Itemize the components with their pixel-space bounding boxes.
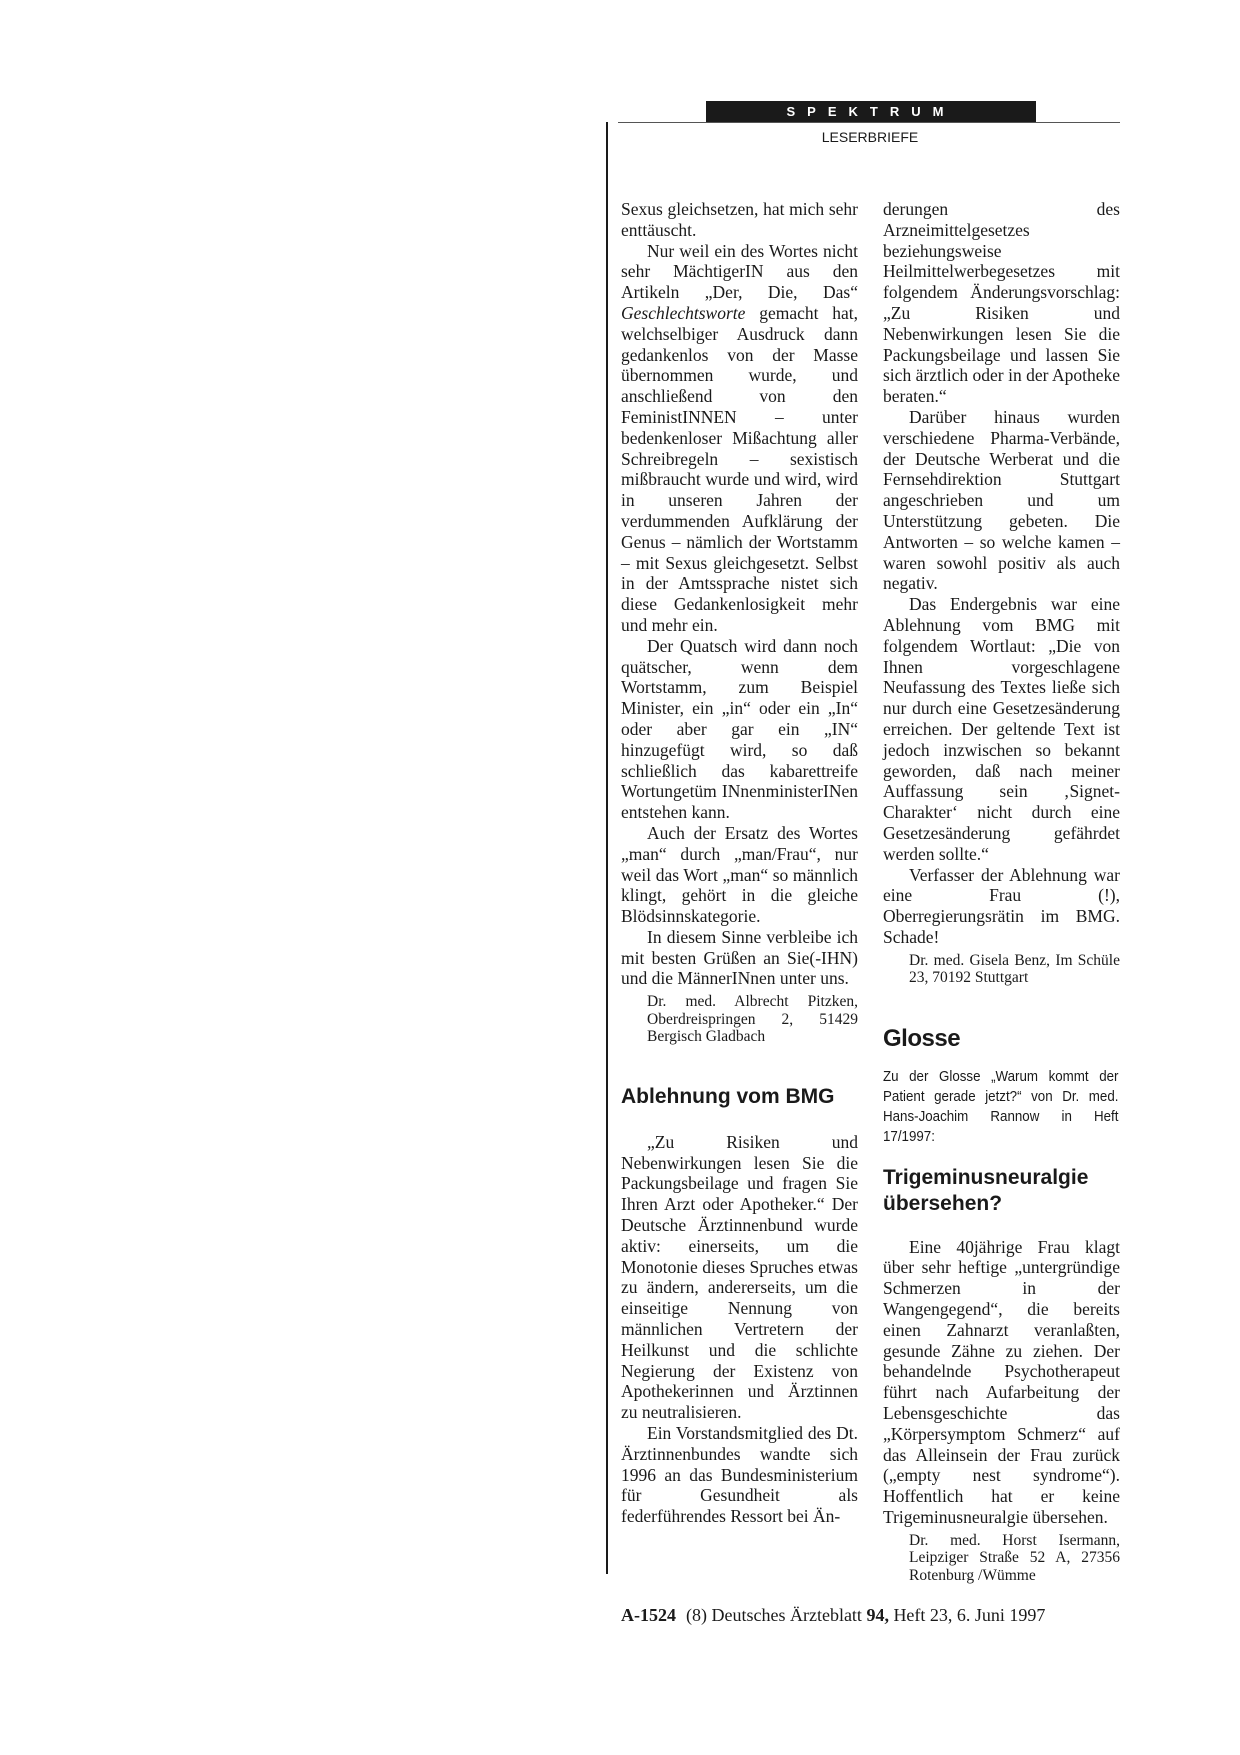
author-signature: Dr. med. Gisela Benz, Im Schüle 23, 70192 Stuttgart	[909, 951, 1120, 987]
subsection-label: LESERBRIEFE	[821, 129, 919, 145]
section-banner: SPEKTRUM	[706, 101, 1036, 122]
emphasis: Geschlechtsworte	[621, 302, 746, 323]
paragraph: Das Endergebnis war eine Ablehnung vom BMG mit folgendem Wortlaut: „Die von Ihnen vorgeschlagene Neufassung des Textes ließe sich nur durch eine Gesetzesänderung erreichen. Der geltende Text ist jedoch inzwischen so bekannt geworden, daß nach meiner Auffassung sein ‚Signet-Charakter‘ nicht durch eine Gesetzesänderung gefährdet werden sollte.“	[883, 594, 1120, 864]
paragraph: Darüber hinaus wurden verschiedene Pharma-Verbände, der Deutsche Werberat und die Fernsehdirektion Stuttgart angeschrieben und um Unterstützung gebeten. Die Antworten – so welche kamen – waren sowohl positiv als auch negativ.	[883, 406, 1120, 594]
volume-number: 94,	[866, 1605, 889, 1625]
footer-text: (8) Deutsches Ärzteblatt	[686, 1605, 867, 1625]
paragraph: Auch der Ersatz des Wortes „man“ durch „man/Frau“, nur weil das Wort „man“ so männlich klingt, gehört in die gleiche Blödsinnskategorie.	[621, 822, 858, 927]
paragraph: Der Quatsch wird dann noch quätscher, wenn dem Wortstamm, zum Beispiel Minister, ein „in“ oder ein „In“ oder aber gar ein „IN“ hinzugefügt wird, so daß schließlich das kabarettreife Wortungetüm INnenministerINen entstehen kann.	[621, 635, 858, 823]
rubric-heading: Glosse	[883, 1024, 961, 1052]
footer-text: Heft 23, 6. Juni 1997	[888, 1605, 1046, 1625]
letter-heading: Ablehnung vom BMG	[621, 1084, 835, 1108]
right-column	[883, 199, 1120, 1584]
paragraph: Eine 40jährige Frau klagt über sehr heftige „untergründige Schmerzen in der Wangengegend“, die bereits einen Zahnarzt veranlaßten, gesunde Zähne zu ziehen. Der behandelnde Psychotherapeut führt nach Aufarbeitung der Lebensgeschichte das „Körpersymptom Schmerz“ auf das Alleinsein der Frau zurück („empty nest syndrome“). Hoffentlich hat er keine Trigeminusneuralgie übersehen.	[883, 1236, 1120, 1528]
column-rule	[606, 122, 608, 1574]
author-signature: Dr. med. Horst Isermann, Leipziger Straße 52 A, 27356 Rotenburg /Wümme	[909, 1531, 1120, 1584]
paragraph: „Zu Risiken und Nebenwirkungen lesen Sie die Packungsbeilage und fragen Sie Ihren Arzt oder Apotheker.“ Der Deutsche Ärztinnenbund wurde aktiv: einerseits, um die Monotonie dieses Spruches etwas zu ändern, andererseits, um die einseitige Nennung von männlichen Vertretern der Heilkunst und die schlichte Negierung der Existenz von Apothekerinnen und Ärztinnen zu neutralisieren.	[621, 1131, 858, 1423]
page-code: A-1524	[621, 1605, 676, 1625]
paragraph: Verfasser der Ablehnung war eine Frau (!), Oberregierungsrätin im BMG. Schade!	[883, 864, 1120, 947]
page-footer	[621, 1605, 1045, 1626]
reference-note: Zu der Glosse „Warum kommt der Patient gerade jetzt?“ von Dr. med. Hans-Joachim Rannow in Heft 17/1997:	[883, 1068, 1119, 1145]
paragraph: In diesem Sinne verbleibe ich mit besten Grüßen an Sie(-IHN) und die MännerINnen unter uns.	[621, 926, 858, 989]
author-signature: Dr. med. Albrecht Pitzken, Oberdreispringen 2, 51429 Bergisch Gladbach	[647, 993, 858, 1046]
header-rule	[618, 122, 1120, 123]
paragraph: Nur weil ein des Wortes nicht sehr MächtigerIN aus den Artikeln „Der, Die, Das“ Geschlechtsworte gemacht hat, welchselbiger Ausdruck dann gedankenlos von der Masse übernommen wurde, und anschließend von den FeministINNEN – unter bedenkenloser Mißachtung aller Schreibregeln – sexistisch mißbraucht wurde und wird, wird in unseren Jahren der verdummenden Aufklärung der Genus – nämlich der Wortstamm – mit Sexus gleichgesetzt. Selbst in der Amtssprache nistet sich diese Gedankenlosigkeit mehr und mehr ein.	[621, 240, 858, 635]
paragraph: Sexus gleichsetzen, hat mich sehr enttäuscht.	[621, 199, 858, 240]
left-column	[621, 199, 858, 1527]
paragraph: Ein Vorstandsmitglied des Dt. Ärztinnenbundes wandte sich 1996 an das Bundesministerium für Gesundheit als federführendes Ressort bei Än-	[621, 1422, 858, 1527]
letter-heading: Trigeminusneuralgie übersehen?	[883, 1165, 1089, 1215]
paragraph: derungen des Arzneimittelgesetzes beziehungsweise Heilmittelwerbegesetzes mit folgendem Änderungsvorschlag: „Zu Risiken und Nebenwirkungen lesen Sie die Packungsbeilage und lassen Sie sich ärztlich oder in der Apotheke beraten.“	[883, 199, 1120, 407]
